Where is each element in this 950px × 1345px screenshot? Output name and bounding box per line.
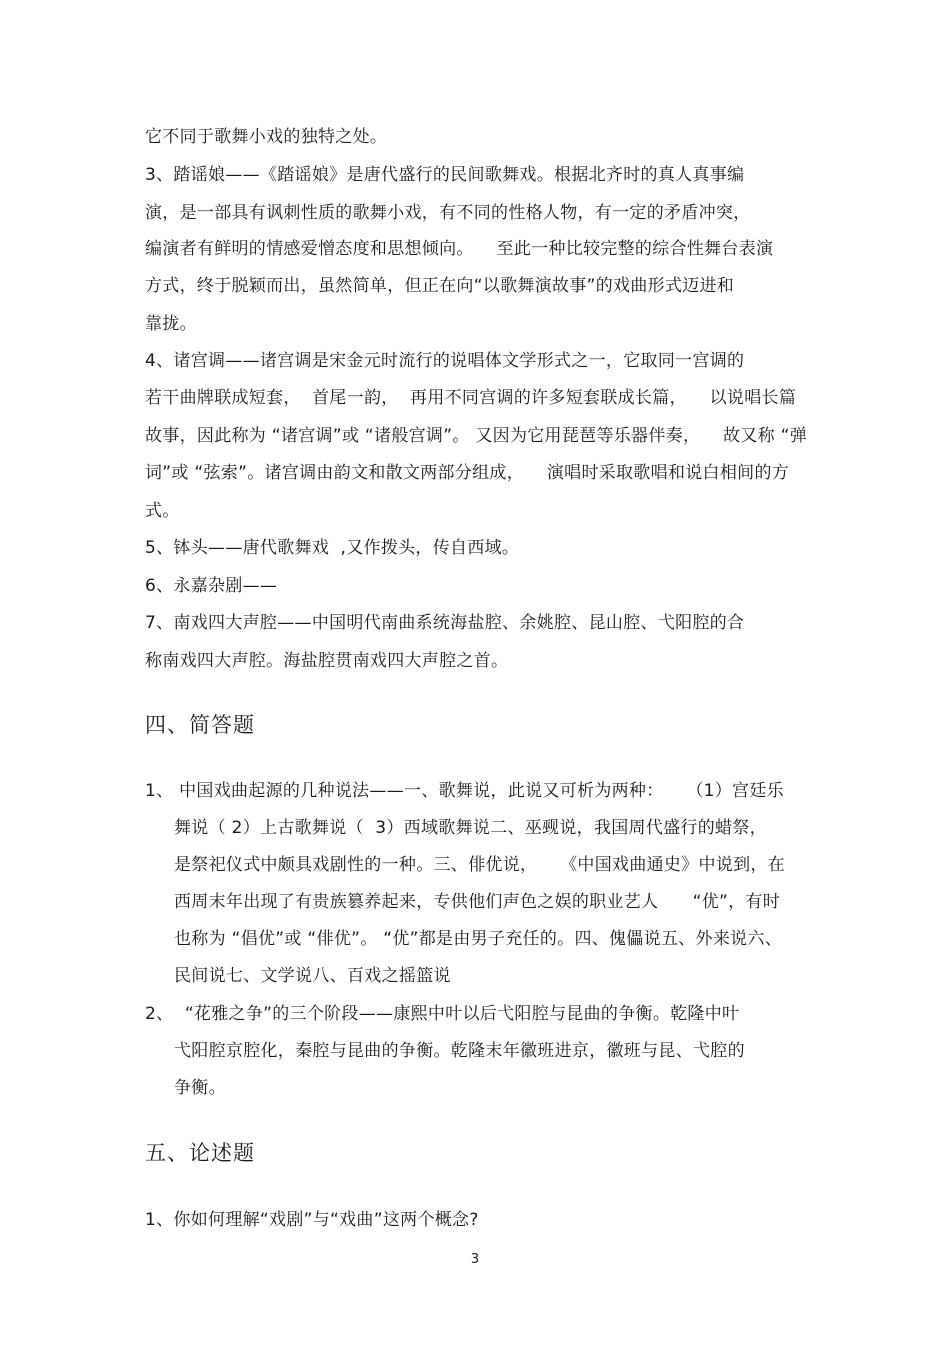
page-number: 3 <box>470 1252 480 1267</box>
paragraph-line: 西周末年出现了有贵族篡养起来，专供他们声色之娱的职业艺人 “优”，有时 <box>174 892 781 912</box>
paragraph-line: 民间说七、文学说八、百戏之摇篮说 <box>174 966 451 986</box>
section-heading-essay: 五、论述题 <box>145 1141 255 1165</box>
section-heading-short-answer: 四、简答题 <box>145 713 255 737</box>
paragraph-line: 式。 <box>145 501 180 521</box>
paragraph-line: 故事，因此称为 “诸宫调”或 “诸般宫调”。 又因为它用琵琶等乐器伴奏， 故又称 “弹 <box>145 426 808 446</box>
paragraph-line: 是祭祀仪式中颇具戏剧性的一种。三、俳优说， 《中国戏曲通史》中说到，在 <box>174 855 786 875</box>
paragraph-line: 演，是一部具有讽刺性质的歌舞小戏，有不同的性格人物，有一定的矛盾冲突， <box>145 203 751 223</box>
paragraph-line: 也称为 “倡优”或 “俳优”。 “优”都是由男子充任的。四、傀儡说五、外来说六、 <box>174 929 783 949</box>
paragraph-line: 称南戏四大声腔。海盐腔贯南戏四大声腔之首。 <box>145 651 509 671</box>
paragraph-line: 它不同于歌舞小戏的独特之处。 <box>145 127 388 147</box>
paragraph-line: 靠拢。 <box>145 314 197 334</box>
paragraph-line: 方式，终于脱颖而出，虽然简单，但正在向“以歌舞演故事”的戏曲形式迈进和 <box>145 276 735 296</box>
paragraph-line: 弋阳腔京腔化，秦腔与昆曲的争衡。乾隆末年徽班进京，徽班与昆、弋腔的 <box>174 1041 745 1061</box>
paragraph-line: 编演者有鲜明的情感爱憎态度和思想倾向。 至此一种比较完整的综合性舞台表演 <box>145 239 774 259</box>
paragraph-line: 舞说（ 2）上古歌舞说（ 3）西域歌舞说二、巫觋说，我国周代盛行的蜡祭， <box>174 818 767 838</box>
term-nanxi-shengqiang: 7、南戏四大声腔——中国明代南曲系统海盐腔、余姚腔、昆山腔、弋阳腔的合 <box>145 613 745 633</box>
paragraph-line: 争衡。 <box>174 1078 226 1098</box>
paragraph-line: 词”或 “弦索”。诸宫调由韵文和散文两部分组成， 演唱时采取歌唱和说白相间的方 <box>145 463 790 483</box>
term-botou: 5、钵头——唐代歌舞戏 ,又作拨头，传自西域。 <box>145 538 520 558</box>
answer-item-1: 1、 中国戏曲起源的几种说法——一、歌舞说，此说又可析为两种： （1）宫廷乐 <box>145 781 784 801</box>
term-yongjia-zaju: 6、永嘉杂剧—— <box>145 576 278 596</box>
essay-question-1: 1、你如何理解“戏剧”与“戏曲”这两个概念? <box>145 1210 479 1230</box>
term-zhugongdiao: 4、诸宫调——诸宫调是宋金元时流行的说唱体文学形式之一，它取同一宫调的 <box>145 351 745 371</box>
answer-item-2: 2、 “花雅之争”的三个阶段——康熙中叶以后弋阳腔与昆曲的争衡。乾隆中叶 <box>145 1004 740 1024</box>
term-taoyaoniang: 3、踏谣娘——《踏谣娘》是唐代盛行的民间歌舞戏。根据北齐时的真人真事编 <box>145 165 745 185</box>
paragraph-line: 若干曲牌联成短套， 首尾一韵， 再用不同宫调的许多短套联成长篇， 以说唱长篇 <box>145 388 797 408</box>
